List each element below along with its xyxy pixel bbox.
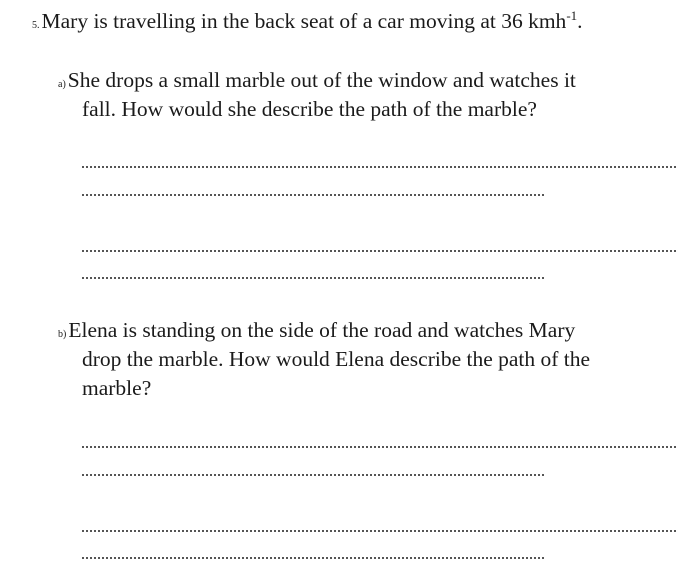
part-b-line-3 (82, 374, 151, 402)
part-a-line-2 (82, 95, 537, 123)
question-text-end: . (577, 9, 583, 33)
answer-line-b-1[interactable] (82, 446, 676, 448)
answer-line-a-3[interactable] (82, 250, 676, 252)
part-a-text-1: She drops a small marble out of the window and watches it (67, 68, 576, 92)
question-text: Mary is travelling in the back seat of a car moving at 36 kmh (41, 9, 567, 33)
answer-line-b-4[interactable] (82, 557, 544, 559)
answer-line-a-2[interactable] (82, 194, 544, 196)
question-number: 5. (32, 20, 40, 31)
answer-line-b-3[interactable] (82, 530, 676, 532)
part-b-text-2: drop the marble. How would Elena describe the path of the (82, 347, 591, 371)
part-b-label: b) (58, 329, 67, 340)
part-b-text-3: marble? (82, 376, 152, 400)
question-stem (32, 7, 583, 40)
part-a-label: a) (58, 79, 66, 90)
answer-line-b-2[interactable] (82, 474, 544, 476)
part-b-text-1: Elena is standing on the side of the road and watches Mary (68, 318, 576, 342)
unit-superscript: -1 (566, 7, 578, 23)
part-b-line-2 (82, 345, 590, 373)
answer-line-a-4[interactable] (82, 277, 544, 279)
answer-line-a-1[interactable] (82, 166, 676, 168)
part-a-text-2: fall. How would she describe the path of the marble? (82, 97, 537, 121)
